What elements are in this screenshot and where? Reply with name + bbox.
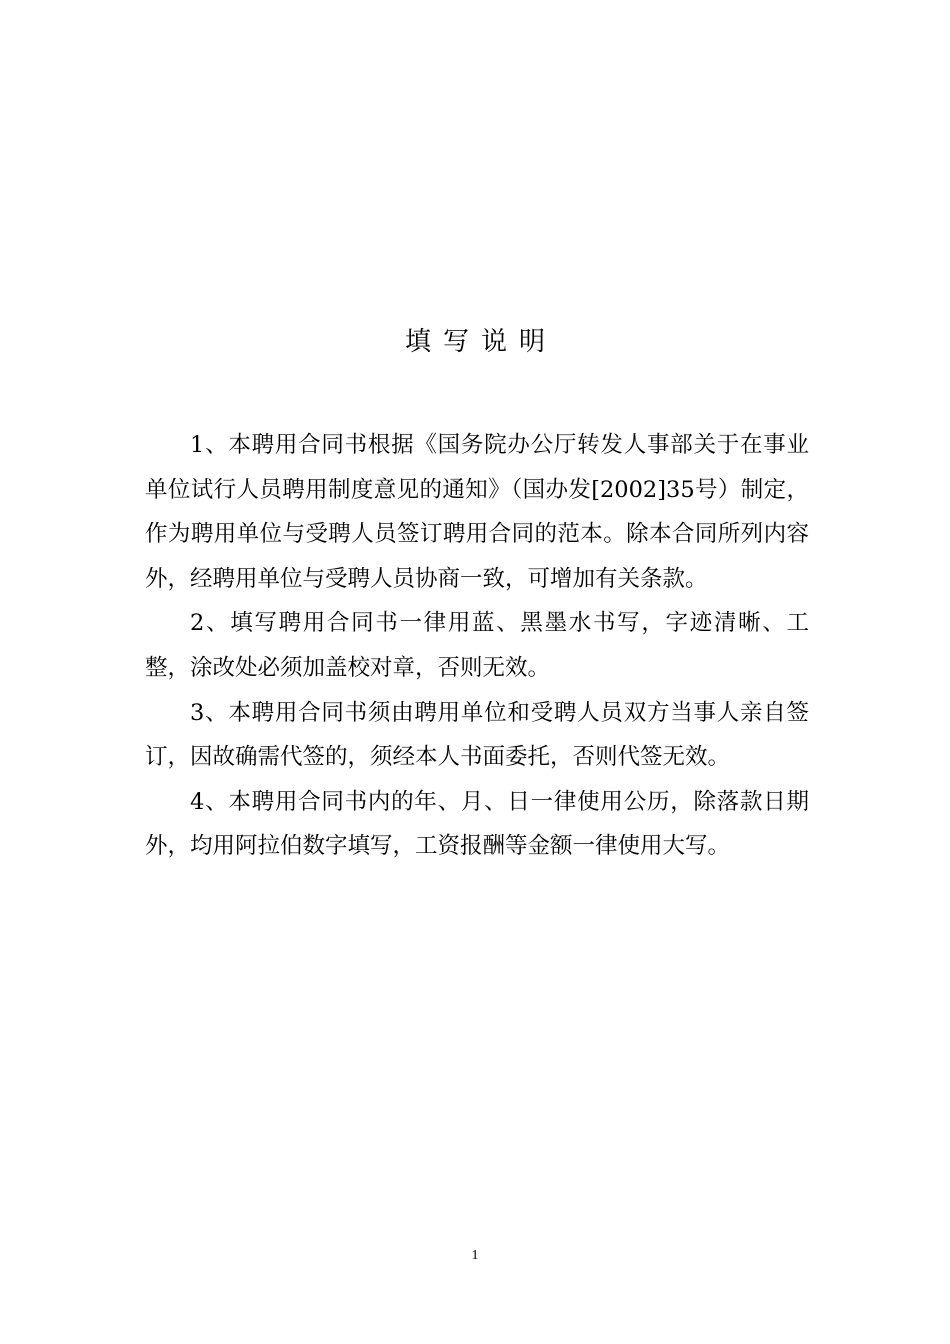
instruction-paragraph-1: 1、本聘用合同书根据《国务院办公厅转发人事部关于在事业单位试行人员聘用制度意见的通知》（国办发[2002]35号）制定，作为聘用单位与受聘人员签订聘用合同的范本。除本合同所列内容外，经聘用单位与受聘人员协商一致，可增加有关条款。 [145,432,809,592]
instructions-body [145,423,809,869]
page-title: 填写说明 [404,327,557,357]
instruction-paragraph-4: 4、本聘用合同书内的年、月、日一律使用公历，除落款日期外，均用阿拉伯数字填写，工资报酬等金额一律使用大写。 [145,788,809,860]
instruction-paragraph-2: 2、填写聘用合同书一律用蓝、黑墨水书写，字迹清晰、工整，涂改处必须加盖校对章，否则无效。 [145,610,809,681]
instruction-paragraph-3: 3、本聘用合同书须由聘用单位和受聘人员双方当事人亲自签订，因故确需代签的，须经本人书面委托，否则代签无效。 [145,699,809,771]
page-number: 1 [471,1248,479,1263]
